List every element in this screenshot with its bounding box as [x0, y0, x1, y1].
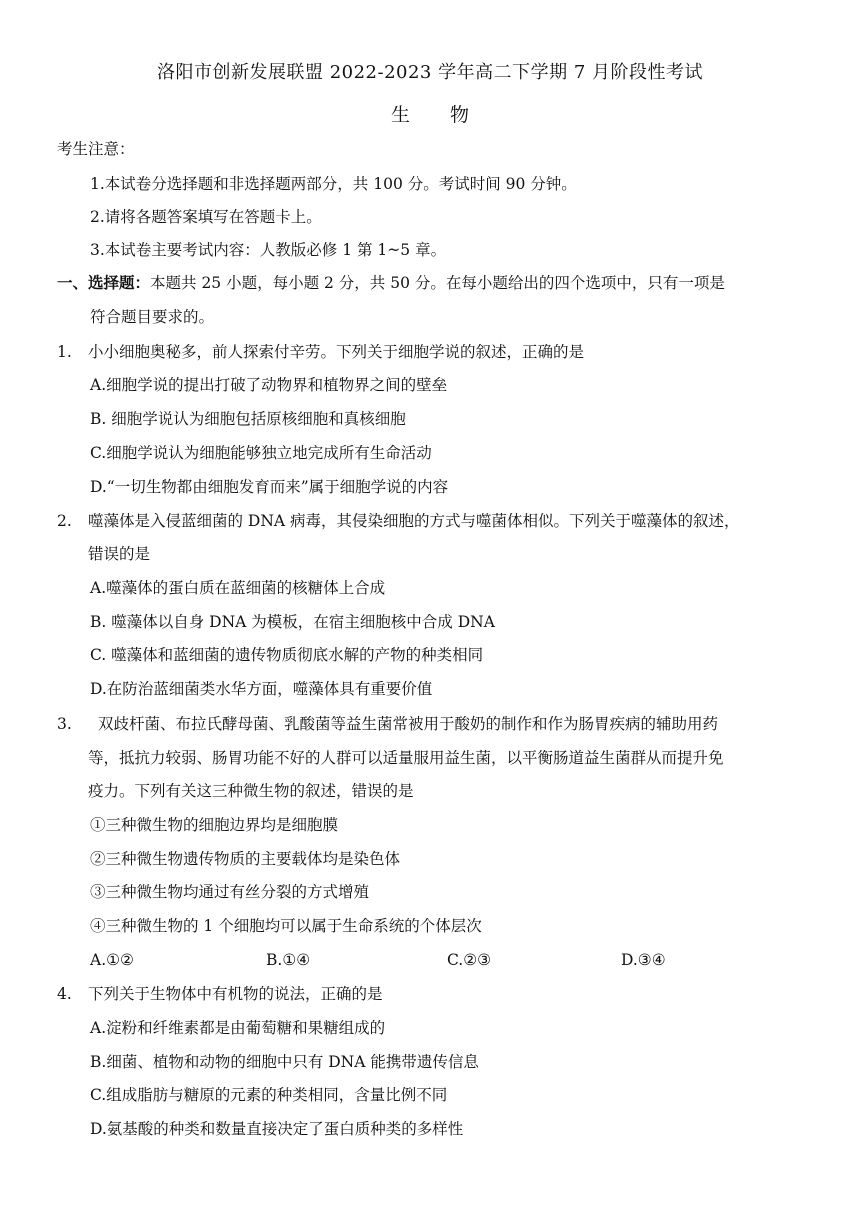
option: D.氨基酸的种类和数量直接决定了蛋白质种类的多样性 [90, 1120, 464, 1138]
subject-title: 生物 [390, 104, 509, 126]
question-number: 3. [57, 715, 72, 733]
option: D.在防治蓝细菌类水华方面，噬藻体具有重要价值 [90, 680, 433, 698]
option: A.噬藻体的蛋白质在蓝细菌的核糖体上合成 [90, 579, 386, 597]
option: B.细菌、植物和动物的细胞中只有 DNA 能携带遗传信息 [90, 1053, 479, 1071]
statement: ④三种微生物的 1 个细胞均可以属于生命系统的个体层次 [90, 917, 482, 935]
notice-item: 3.本试卷主要考试内容：人教版必修 1 第 1~5 章。 [90, 241, 447, 259]
question-stem-continued: 等，抵抗力较弱、肠胃功能不好的人群可以适量服用益生菌，以平衡肠道益生菌群从而提升免 [88, 749, 724, 767]
section-header [57, 273, 725, 293]
question-stem: 小小细胞奥秘多，前人探索付辛劳。下列关于细胞学说的叙述，正确的是 [88, 343, 585, 361]
question-stem: 噬藻体是入侵蓝细菌的 DNA 病毒，其侵染细胞的方式与噬菌体相似。下列关于噬藻体的叙述， [88, 512, 740, 530]
option: B. 噬藻体以自身 DNA 为模板，在宿主细胞核中合成 DNA [90, 613, 495, 631]
statement: ②三种微生物遗传物质的主要载体均是染色体 [90, 850, 401, 868]
notice-item: 2.请将各题答案填写在答题卡上。 [90, 208, 322, 226]
question-stem: 双歧杆菌、布拉氏酵母菌、乳酸菌等益生菌常被用于酸奶的制作和作为肠胃疾病的辅助用药 [98, 715, 719, 733]
notice-item: 1.本试卷分选择题和非选择题两部分，共 100 分。考试时间 90 分钟。 [90, 175, 577, 193]
option: D.“一切生物都由细胞发育而来”属于细胞学说的内容 [90, 478, 449, 496]
choice-d: D.③④ [621, 951, 666, 969]
choice-c: C.②③ [447, 951, 492, 969]
choice-a: A.①② [90, 951, 134, 969]
choice-b: B.①④ [266, 951, 311, 969]
question-stem-continued: 错误的是 [88, 545, 151, 563]
question-stem-continued: 疫力。下列有关这三种微生物的叙述，错误的是 [88, 782, 414, 800]
notice-heading: 考生注意： [57, 140, 135, 158]
statement: ③三种微生物均通过有丝分裂的方式增殖 [90, 883, 370, 901]
statement: ①三种微生物的细胞边界均是细胞膜 [90, 816, 339, 834]
section-desc: 本题共 25 小题，每小题 2 分，共 50 分。在每小题给出的四个选项中，只有一项是 [150, 274, 725, 292]
question-number: 4. [57, 985, 72, 1003]
option: A.细胞学说的提出打破了动物界和植物界之间的壁垒 [90, 376, 448, 394]
question-stem: 下列关于生物体中有机物的说法，正确的是 [88, 985, 383, 1003]
option: C. 噬藻体和蓝细菌的遗传物质彻底水解的产物的种类相同 [90, 646, 484, 664]
option: A.淀粉和纤维素都是由葡萄糖和果糖组成的 [90, 1019, 386, 1037]
question-number: 2. [57, 512, 72, 530]
section-desc-continued: 符合题目要求的。 [90, 308, 215, 326]
option: B. 细胞学说认为细胞包括原核细胞和真核细胞 [90, 410, 406, 428]
question-number: 1. [57, 343, 72, 361]
section-label: 一、选择题： [57, 273, 151, 292]
option: C.细胞学说认为细胞能够独立地完成所有生命活动 [90, 444, 432, 462]
exam-title: 洛阳市创新发展联盟 2022-2023 学年高二下学期 7 月阶段性考试 [156, 62, 704, 83]
option: C.组成脂肪与糖原的元素的种类相同，含量比例不同 [90, 1086, 448, 1104]
